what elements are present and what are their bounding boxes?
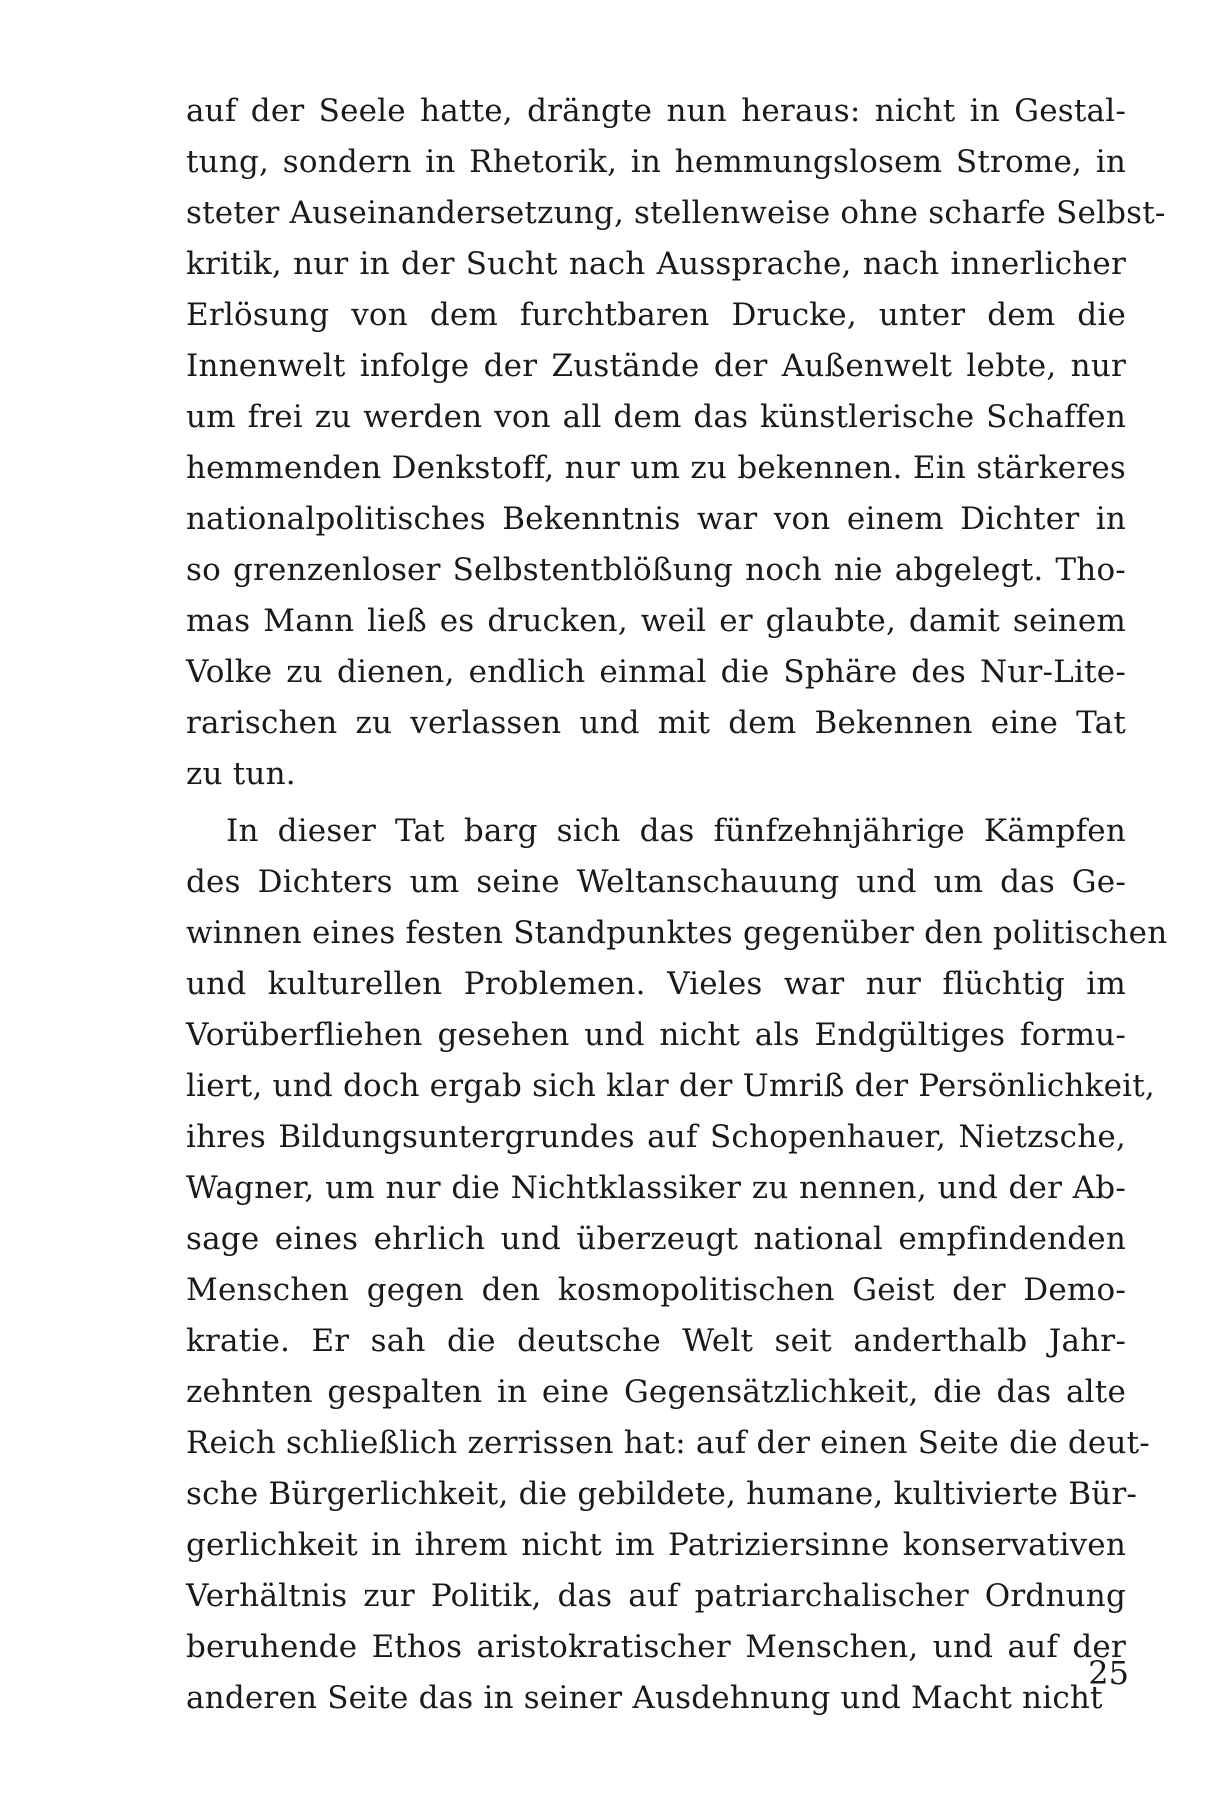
text-line: um frei zu werden von all dem das künstlerische Schaffen [186, 399, 1126, 435]
text-line: beruhende Ethos aristokratischer Menschen, und auf der [186, 1629, 1126, 1665]
text-line: kratie. Er sah die deutsche Welt seit anderthalb Jahr- [186, 1323, 1126, 1359]
paragraph-2 [186, 806, 1168, 1724]
text-line: gerlichkeit in ihrem nicht im Patriziersinne konservativen [186, 1527, 1126, 1563]
text-line: mas Mann ließ es drucken, weil er glaubte, damit seinem [186, 603, 1126, 639]
text-line: Innenwelt infolge der Zustände der Außenwelt lebte, nur [186, 348, 1126, 384]
text-line: sche Bürgerlichkeit, die gebildete, humane, kultivierte Bür- [186, 1476, 1138, 1512]
page-number: 25 [1088, 1654, 1129, 1692]
text-line: Volke zu dienen, endlich einmal die Sphäre des Nur-Lite- [186, 654, 1126, 690]
text-line: so grenzenloser Selbstentblößung noch nie abgelegt. Tho- [186, 552, 1126, 588]
text-line: rarischen zu verlassen und mit dem Bekennen eine Tat [186, 705, 1126, 741]
text-line: In dieser Tat barg sich das fünfzehnjährige Kämpfen [226, 813, 1126, 849]
text-line: hemmenden Denkstoff, nur um zu bekennen. Ein stärkeres [186, 450, 1126, 486]
text-line: tung, sondern in Rhetorik, in hemmungslosem Strome, in [186, 144, 1126, 180]
text-line: liert, und doch ergab sich klar der Umriß der Persönlichkeit, [186, 1068, 1155, 1104]
text-line: nationalpolitisches Bekenntnis war von einem Dichter in [186, 501, 1126, 537]
text-line: auf der Seele hatte, drängte nun heraus: nicht in Gestal- [186, 93, 1126, 129]
text-line: winnen eines festen Standpunktes gegenüber den politischen [186, 915, 1168, 951]
text-line: kritik, nur in der Sucht nach Aussprache, nach innerlicher [186, 246, 1126, 282]
text-line: und kulturellen Problemen. Vieles war nur flüchtig im [186, 966, 1126, 1002]
text-line: des Dichters um seine Weltanschauung und um das Ge- [186, 864, 1126, 900]
paragraph-1 [186, 86, 1166, 800]
text-line: Verhältnis zur Politik, das auf patriarchalischer Ordnung [186, 1578, 1126, 1614]
text-line: zehnten gespalten in eine Gegensätzlichkeit, die das alte [186, 1374, 1126, 1410]
text-line: sage eines ehrlich und überzeugt national empfindenden [186, 1221, 1126, 1257]
text-line: Wagner, um nur die Nichtklassiker zu nennen, und der Ab- [186, 1170, 1126, 1206]
text-line: anderen Seite das in seiner Ausdehnung und Macht nicht [186, 1680, 1103, 1716]
text-line: Menschen gegen den kosmopolitischen Geist der Demo- [186, 1272, 1126, 1308]
text-line: Vorüberfliehen gesehen und nicht als Endgültiges formu- [186, 1017, 1126, 1053]
body-text [186, 86, 1168, 1724]
text-line: steter Auseinandersetzung, stellenweise ohne scharfe Selbst- [186, 195, 1166, 231]
text-line: zu tun. [186, 756, 296, 792]
text-line: Reich schließlich zerrissen hat: auf der einen Seite die deut- [186, 1425, 1150, 1461]
text-line: Erlösung von dem furchtbaren Drucke, unter dem die [186, 297, 1126, 333]
text-line: ihres Bildungsuntergrundes auf Schopenhauer, Nietzsche, [186, 1119, 1126, 1155]
